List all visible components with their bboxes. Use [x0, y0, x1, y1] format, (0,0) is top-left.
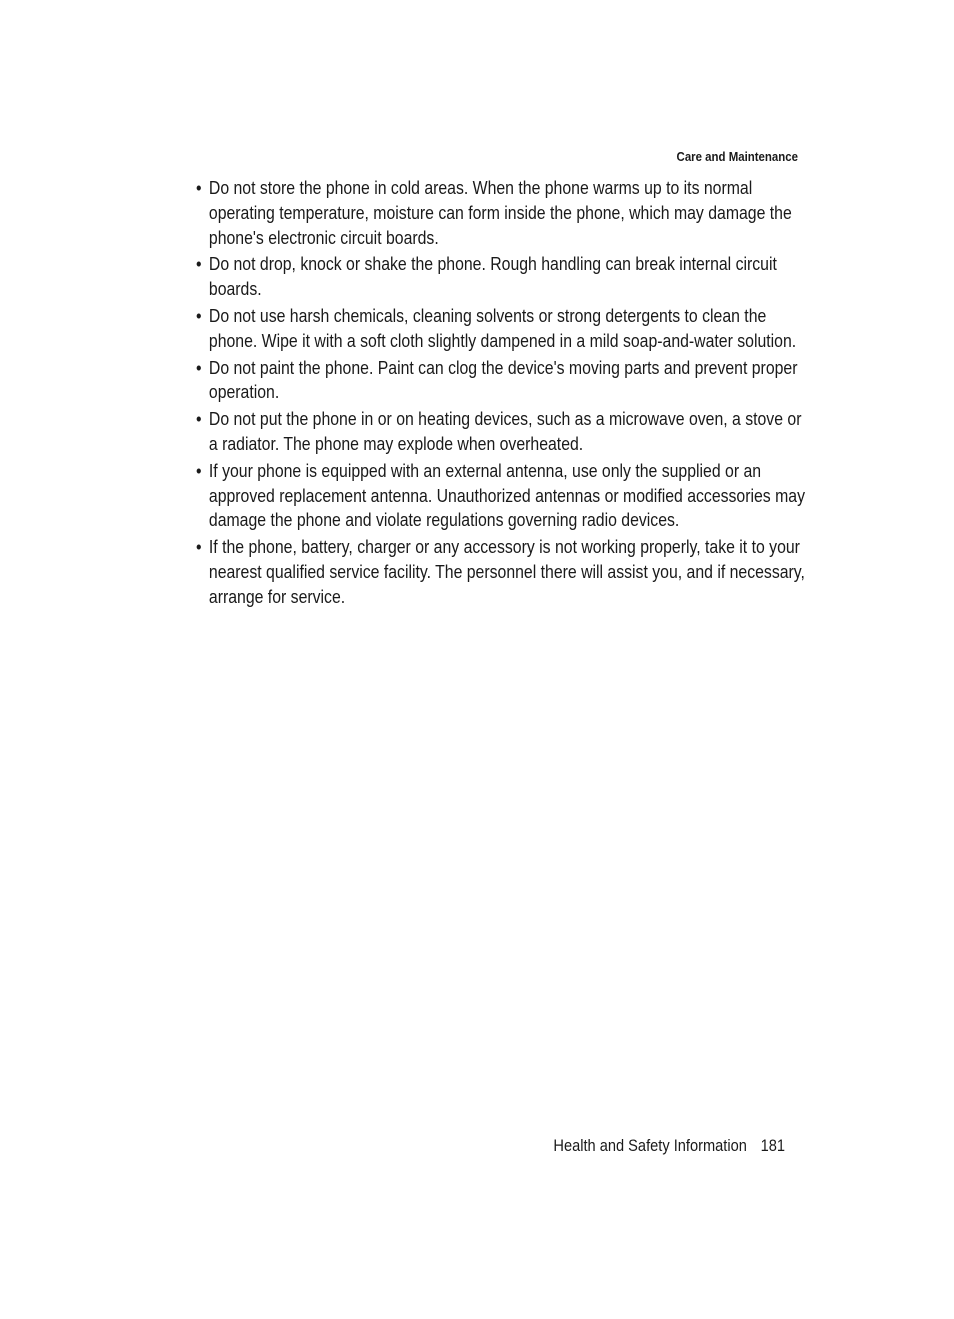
- list-item: [196, 252, 811, 302]
- page-number: 181: [760, 1136, 785, 1155]
- list-item: [196, 356, 811, 406]
- running-header: Care and Maintenance: [676, 149, 798, 164]
- list-item-text: Do not put the phone in or on heating devices, such as a microwave oven, a stove or a radiator. The phone may explode when overheated.: [208, 408, 802, 454]
- list-item-text: If the phone, battery, charger or any accessory is not working properly, take it to your nearest qualified service facility. The personnel there will assist you, and if necessary, arrange for service.: [208, 536, 805, 607]
- list-item: [196, 304, 811, 354]
- list-item-text: Do not drop, knock or shake the phone. Rough handling can break internal circuit boards.: [208, 253, 777, 300]
- bullet-icon: •: [196, 356, 202, 378]
- list-item: [196, 407, 811, 457]
- bullet-icon: •: [196, 177, 202, 198]
- bullet-icon: •: [196, 253, 202, 275]
- list-item: [196, 535, 811, 609]
- bullet-icon: •: [196, 304, 202, 326]
- bullet-icon: •: [196, 459, 202, 481]
- bullet-list: [196, 176, 816, 612]
- page-footer: [540, 1136, 785, 1156]
- list-item-text: Do not store the phone in cold areas. When the phone warms up to its normal operating temperature, moisture can form inside the phone, which may damage the phone's electronic circuit boards.: [208, 177, 792, 248]
- list-item: [196, 459, 811, 533]
- list-item-text: Do not paint the phone. Paint can clog the device's moving parts and prevent proper operation.: [208, 356, 798, 403]
- list-item-text: Do not use harsh chemicals, cleaning solvents or strong detergents to clean the phone. Wipe it with a soft cloth slightly dampened in a mild soap-and-water solution.: [208, 304, 797, 351]
- list-item-text: If your phone is equipped with an external antenna, use only the supplied or an approved replacement antenna. Unauthorized antennas or modified accessories may damage the phone and violate regulations governing radio devices.: [208, 459, 805, 531]
- bullet-icon: •: [196, 536, 202, 558]
- footer-chapter-title: Health and Safety Information: [553, 1136, 747, 1155]
- list-item: [196, 176, 811, 250]
- bullet-icon: •: [196, 408, 202, 430]
